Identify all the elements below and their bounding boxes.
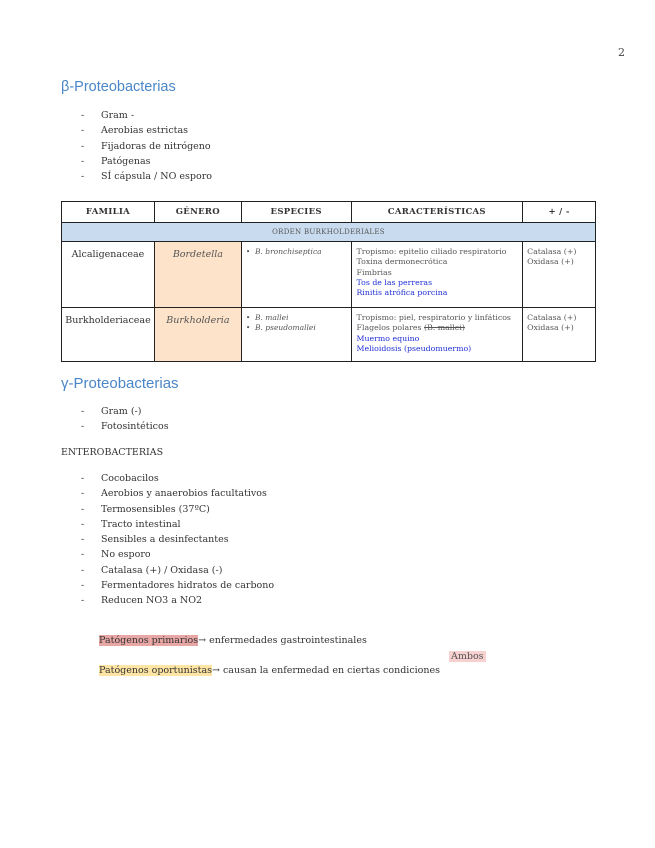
list-item: - No esporo xyxy=(81,549,151,561)
pruebas-cell: Catalasa (+) Oxidasa (+) xyxy=(523,308,596,362)
list-item: - Aerobias estrictas xyxy=(81,125,188,137)
list-item: - Fotosintéticos xyxy=(81,421,169,433)
opportunistic-pathogens-label: Patógenos oportunistas xyxy=(99,665,212,676)
primary-pathogens-line: Patógenos primarios→ enfermedades gastrointestinales xyxy=(99,635,367,646)
disease-text: Rinitis atrófica porcina xyxy=(356,288,448,298)
table-row xyxy=(62,242,596,308)
table-header-row xyxy=(62,202,596,223)
list-item: - Patógenas xyxy=(81,155,151,167)
list-item: - Cocobacilos xyxy=(81,473,159,484)
familia-cell: Alcaligenaceae xyxy=(62,242,155,308)
especies-cell xyxy=(241,242,351,308)
disease-text: Melioidosis (pseudomuermo) xyxy=(356,343,472,353)
ambos-label: Ambos xyxy=(451,651,484,662)
pruebas-cell: Catalasa (+) Oxidasa (+) xyxy=(523,242,596,308)
table-row xyxy=(62,308,596,362)
especies-cell xyxy=(241,308,351,362)
gamma-list xyxy=(81,404,169,435)
list-item: - Sensibles a desinfectantes xyxy=(81,534,229,546)
caracteristicas-cell: Tropismo: epitelio ciliado respiratorio Toxina dermonecrótica Fimbrias Tos de las perreras Rinitis atrófica porcina xyxy=(351,242,523,308)
header-familia: FAMILIA xyxy=(62,202,155,223)
list-item: - Reducen NO3 a NO2 xyxy=(81,595,203,607)
opportunistic-pathogens-line: Patógenos oportunistas→ causan la enfermedad en ciertas condiciones xyxy=(99,665,441,676)
list-item: - SÍ cápsula / NO esporo xyxy=(81,171,212,183)
species-item: • B. pseudomallei xyxy=(245,323,316,332)
disease-text: Muermo equino xyxy=(356,333,420,343)
list-item: - Tracto intestinal xyxy=(81,518,181,530)
header-genero: GÉNERO xyxy=(154,202,241,223)
list-item: - Aerobios y anaerobios facultativos xyxy=(81,488,267,500)
beta-title: β-Proteobacterias xyxy=(61,79,176,95)
page-number: 2 xyxy=(618,46,625,59)
header-pruebas: + / - xyxy=(523,202,596,223)
order-label: ORDEN BURKHOLDERIALES xyxy=(62,223,596,242)
beta-list xyxy=(81,108,212,184)
disease-text: Tos de las perreras xyxy=(356,277,433,287)
genero-cell: Burkholderia xyxy=(154,308,241,362)
list-item: - Gram (-) xyxy=(81,406,142,417)
list-item: - Catalasa (+) / Oxidasa (-) xyxy=(81,564,223,576)
species-item: • B. mallei xyxy=(245,313,289,322)
enterobacterias-label: ENTEROBACTERIAS xyxy=(61,447,164,458)
list-item: - Termosensibles (37ºC) xyxy=(81,503,210,515)
list-item: - Fermentadores hidratos de carbono xyxy=(81,580,275,592)
list-item: - Gram - xyxy=(81,110,135,121)
gamma-title: γ-Proteobacterias xyxy=(61,375,179,392)
primary-pathogens-label: Patógenos primarios xyxy=(99,635,199,646)
order-row xyxy=(62,223,596,242)
list-item: - Fijadoras de nitrógeno xyxy=(81,140,211,152)
entero-list xyxy=(81,471,274,609)
header-caracteristicas: CARACTERÍSTICAS xyxy=(351,202,523,223)
familia-cell: Burkholderiaceae xyxy=(62,308,155,362)
caracteristicas-cell: Tropismo: piel, respiratorio y linfáticos Flagelos polares (B. mallei) Muermo equino Melioidosis (pseudomuermo) xyxy=(351,308,523,362)
bacteria-table xyxy=(61,201,596,362)
genero-cell: Bordetella xyxy=(154,242,241,308)
species-item: • B. bronchiseptica xyxy=(245,247,322,256)
header-especies: ESPECIES xyxy=(241,202,351,223)
